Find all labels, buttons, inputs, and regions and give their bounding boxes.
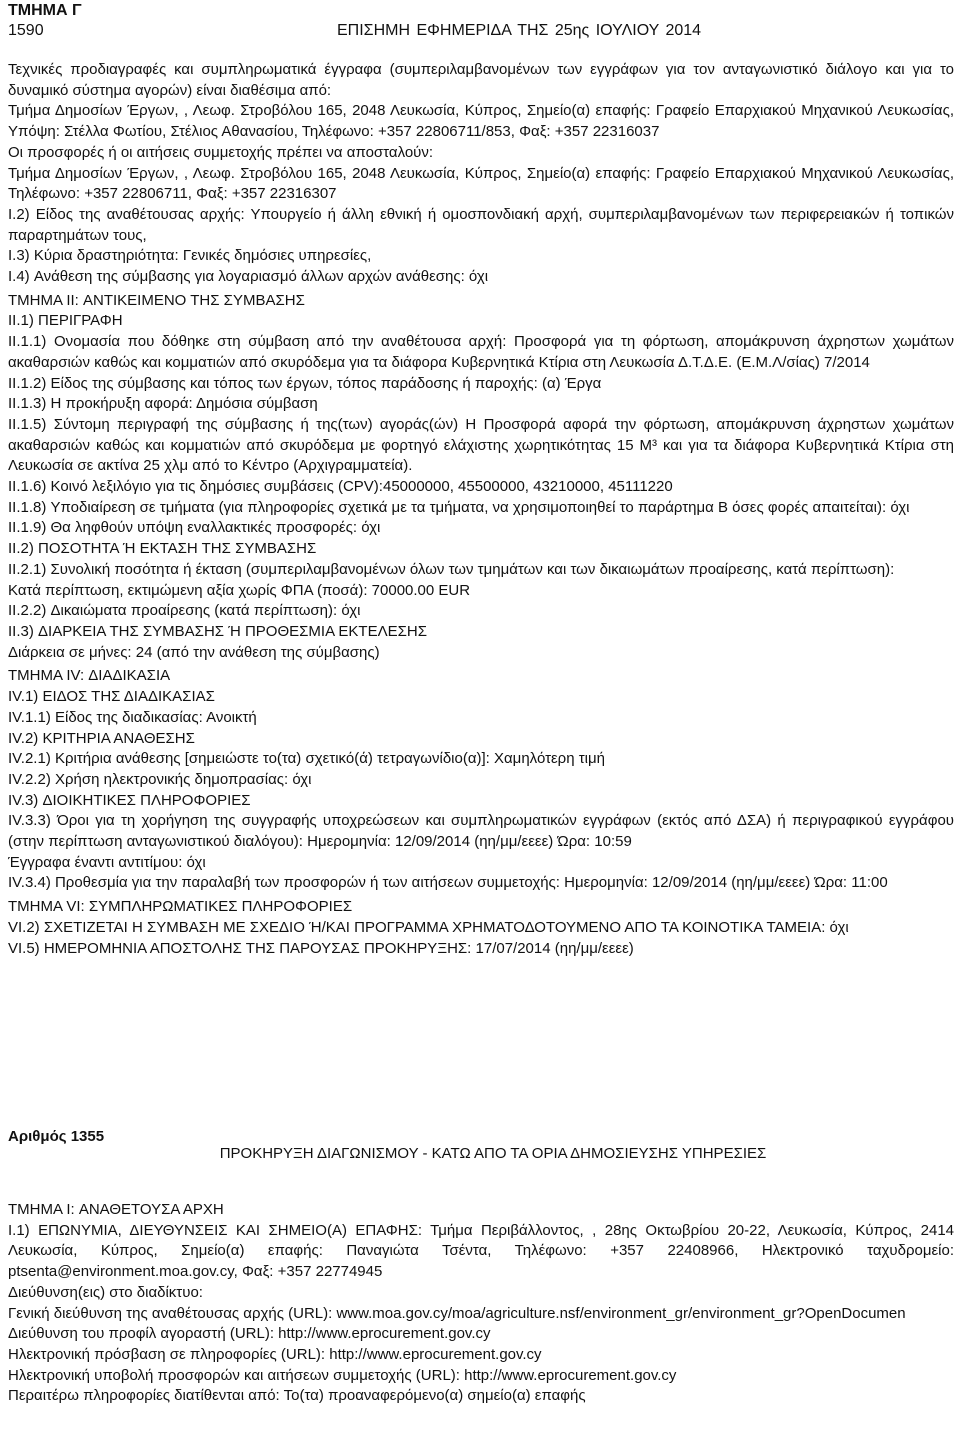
notice-paragraph: II.1.1) Ονομασία που δόθηκε στη σύμβαση από την αναθέτουσα αρχή: Προσφορά για τη φόρτωση, απομάκρυνση άχρηστων χωμάτων ακαθαρσιών καθώς και κομματιών από σκυρόδεμα για τα διάφορα Κυβερνητικά Κτίρια στη Λευκωσία Δ.Τ.Δ.Ε. (Ε.Μ.Λ/σίας) 7/2014 [8, 333, 954, 371]
notice-title: ΠΡΟΚΗΡΥΞΗ ΔΙΑΓΩΝΙΣΜΟΥ - ΚΑΤΩ ΑΠΟ ΤΑ ΟΡΙΑ ΔΗΜΟΣΙΕΥΣΗΣ ΥΠΗΡΕΣΙΕΣ [219, 1145, 767, 1162]
notice-paragraph: Διεύθυνση(εις) στο διαδίκτυο: [8, 1283, 203, 1301]
gazette-title: ΕΠΙΣΗΜΗ ΕΦΗΜΕΡΙΔΑ ΤΗΣ 25ης ΙΟΥΛΙΟΥ 2014 [337, 22, 702, 39]
notice-paragraph: IV.1.1) Είδος της διαδικασίας: Ανοικτή [8, 708, 257, 726]
notice-paragraph: II.1.6) Κοινό λεξιλόγιο για τις δημόσιες συμβάσεις (CPV):45000000, 45500000, 43210000, 45111220 [8, 478, 673, 496]
section-heading: ΤΜΗΜΑ I: ΑΝΑΘΕΤΟΥΣΑ ΑΡΧΗ [8, 1201, 224, 1218]
notice-paragraph: I.4) Ανάθεση της σύμβασης για λογαριασμό άλλων αρχών ανάθεσης: όχι [8, 268, 489, 286]
notice-paragraph: II.2) ΠΟΣΟΤΗΤΑ Ή ΕΚΤΑΣΗ ΤΗΣ ΣΥΜΒΑΣΗΣ [8, 540, 317, 558]
notice-paragraph: Περαιτέρω πληροφορίες διατίθενται από: Το(τα) προαναφερόμενο(α) σημείο(α) επαφής [8, 1387, 586, 1405]
notice-paragraph: VI.2) ΣΧΕΤΙΖΕΤΑΙ Η ΣΥΜΒΑΣΗ ΜΕ ΣΧΕΔΙΟ Ή/ΚΑΙ ΠΡΟΓΡΑΜΜΑ ΧΡΗΜΑΤΟΔΟΤΟΥΜΕΝΟ ΑΠΟ ΤΑ ΚΟΙΝΟΤΙΚΑ ΤΑΜΕΙΑ: όχι [8, 918, 849, 936]
notice-paragraph: II.1.5) Σύντομη περιγραφή της σύμβασης ή της(των) αγοράς(ών) Η Προσφορά αφορά την φόρτωση, απομάκρυνση άχρηστων χωμάτων ακαθαρσιών καθώς και κομματιών από σκυρόδεμα με φορτηγό ελάχιστης χωρητικότητας 15 M³ και για τα διάφορα Κυβερνητικά Κτίρια στη Λευκωσία σε ακτίνα 25 χλμ από το Κέντρο (Αρχιγραμματεία). [8, 415, 954, 475]
notice-paragraph: IV.3) ΔΙΟΙΚΗΤΙΚΕΣ ΠΛΗΡΟΦΟΡΙΕΣ [8, 791, 251, 809]
notice-paragraph: I.1) ΕΠΩΝΥΜΙΑ, ΔΙΕΥΘΥΝΣΕΙΣ ΚΑΙ ΣΗΜΕΙΟ(Α) ΕΠΑΦΗΣ: Τμήμα Περιβάλλοντος, , 28ης Οκτωβρίου 20-22, Λευκωσία, Κύπρος, 2414 Λευκωσία, Κύπρος, Σημείο(α) επαφής: Παναγιώτα Τσέντα, Τηλέφωνο: +357 22408966, Ηλεκτρονικό ταχυδρομείο: ptsenta@environment.moa.gov.cy, Φαξ: +357 22774945 [8, 1221, 954, 1281]
first-notice [8, 60, 954, 959]
notice-paragraph: II.1.9) Θα ληφθούν υπόψη εναλλακτικές προσφορές: όχι [8, 519, 381, 537]
section-heading: ΤΜΗΜΑ II: ΑΝΤΙΚΕΙΜΕΝΟ ΤΗΣ ΣΥΜΒΑΣΗΣ [8, 291, 305, 309]
part-label: ΤΜΗΜΑ Γ [8, 2, 82, 19]
notice-paragraph: Έγγραφα έναντι αντιτίμου: όχι [8, 853, 206, 871]
notice-paragraph: IV.3.3) Όροι για τη χορήγηση της συγγραφής υποχρεώσεων και συμπληρωματικών εγγράφων (εκτός από ΔΣΑ) ή περιγραφικού εγγράφου (στην περίπτωση ανταγωνιστικού διαλόγου): Ημερομηνία: 12/09/2014 (ηη/μμ/εεεε) Ώρα: 10:59 [8, 812, 954, 851]
section-heading: ΤΜΗΜΑ IV: ΔΙΑΔΙΚΑΣΙΑ [8, 667, 171, 685]
notice-paragraph: II.2.2) Δικαιώματα προαίρεσης (κατά περίπτωση): όχι [8, 602, 361, 620]
notice-paragraph: Διάρκεια σε μήνες: 24 (από την ανάθεση της σύμβασης) [8, 643, 380, 661]
notice-paragraph: Οι προσφορές ή οι αιτήσεις συμμετοχής πρέπει να αποσταλούν: [8, 143, 434, 161]
notice-paragraph: IV.2.1) Κριτήρια ανάθεσης [σημειώστε το(τα) σχετικό(ά) τετραγωνίδιο(α)]: Χαμηλότερη τιμή [8, 750, 605, 768]
notice-paragraph: Τμήμα Δημοσίων Έργων, , Λεωφ. Στροβόλου 165, 2048 Λευκωσία, Κύπρος, Σημείο(α) επαφής: Γραφείο Επαρχιακού Μηχανικού Λευκωσίας, Τηλέφωνο: +357 22806711, Φαξ: +357 22316307 [8, 164, 954, 203]
notice-paragraph: II.1.8) Υποδιαίρεση σε τμήματα (για πληροφορίες σχετικά με τα τμήματα, να χρησιμοποιηθεί το παράρτημα Β όσες φορές απαιτείται): όχι [8, 498, 910, 516]
notice-paragraph: IV.2.2) Χρήση ηλεκτρονικής δημοπρασίας: όχι [8, 770, 312, 788]
page-number: 1590 [8, 22, 44, 39]
dispatch-date: VI.5) ΗΜΕΡΟΜΗΝΙΑ ΑΠΟΣΤΟΛΗΣ ΤΗΣ ΠΑΡΟΥΣΑΣ ΠΡΟΚΗΡΥΞΗΣ: 17/07/2014 (ηη/μμ/εεεε) [8, 939, 634, 957]
notice-paragraph: Ηλεκτρονική πρόσβαση σε πληροφορίες (URL): http://www.eprocurement.gov.cy [8, 1345, 542, 1363]
notice-paragraph: II.1) ΠΕΡΙΓΡΑΦΗ [8, 312, 123, 330]
section-heading: ΤΜΗΜΑ VI: ΣΥΜΠΛΗΡΩΜΑΤΙΚΕΣ ΠΛΗΡΟΦΟΡΙΕΣ [8, 898, 353, 916]
notice-paragraph: Τεχνικές προδιαγραφές και συμπληρωματικά έγγραφα (συμπεριλαμβανομένων των εγγράφων για τον ανταγωνιστικό διάλογο και για το δυναμικό σύστημα αγορών) είναι διαθέσιμα από: [8, 61, 954, 99]
notice-paragraph: IV.2) ΚΡΙΤΗΡΙΑ ΑΝΑΘΕΣΗΣ [8, 729, 195, 747]
notice-paragraph: IV.1) ΕΙΔΟΣ ΤΗΣ ΔΙΑΔΙΚΑΣΙΑΣ [8, 688, 215, 706]
notice-paragraph: II.1.2) Είδος της σύμβασης και τόπος των έργων, τόπος παράδοσης ή παροχής: (α) Έργα [8, 374, 602, 392]
notice-paragraph: Γενική διεύθυνση της αναθέτουσας αρχής (URL): www.moa.gov.cy/moa/agriculture.nsf/environment_gr/environment_gr?OpenDocumen [8, 1304, 906, 1322]
estimated-value: Κατά περίπτωση, εκτιμώμενη αξία χωρίς ΦΠΑ (ποσά): 70000.00 EUR [8, 581, 471, 599]
notice-paragraph: I.3) Κύρια δραστηριότητα: Γενικές δημόσιες υπηρεσίες, [8, 247, 372, 265]
notice-paragraph: I.2) Είδος της αναθέτουσας αρχής: Υπουργείο ή άλλη εθνική ή ομοσπονδιακή αρχή, συμπεριλαμβανομένων των περιφερειακών ή τοπικών παραρτημάτων τους, [8, 205, 954, 244]
notice-number: Αριθμός 1355 [8, 1128, 105, 1145]
notice-paragraph: II.2.1) Συνολική ποσότητα ή έκταση (συμπεριλαμβανομένων όλων των τμημάτων και των δικαιωμάτων προαίρεσης, κατά περίπτωση): [8, 560, 895, 578]
notice-paragraph: IV.3.4) Προθεσμία για την παραλαβή των προσφορών ή των αιτήσεων συμμετοχής: Ημερομηνία: 12/09/2014 (ηη/μμ/εεεε) Ώρα: 11:00 [8, 874, 888, 892]
notice-paragraph: Διεύθυνση του προφίλ αγοραστή (URL): http://www.eprocurement.gov.cy [8, 1325, 491, 1343]
notice-paragraph: Ηλεκτρονική υποβολή προσφορών και αιτήσεων συμμετοχής (URL): http://www.eprocurement.gov.cy [8, 1366, 677, 1384]
notice-paragraph: Τμήμα Δημοσίων Έργων, , Λεωφ. Στροβόλου 165, 2048 Λευκωσία, Κύπρος, Σημείο(α) επαφής: Γραφείο Επαρχιακού Μηχανικού Λευκωσίας, Υπόψη: Στέλλα Φωτίου, Στέλιος Αθανασίου, Τηλέφωνο: +357 22806711/853, Φαξ: +357 22316037 [8, 102, 954, 141]
notice-paragraph: II.1.3) Η προκήρυξη αφορά: Δημόσια σύμβαση [8, 395, 318, 413]
notice-paragraph: II.3) ΔΙΑΡΚΕΙΑ ΤΗΣ ΣΥΜΒΑΣΗΣ Ή ΠΡΟΘΕΣΜΙΑ ΕΚΤΕΛΕΣΗΣ [8, 622, 427, 640]
